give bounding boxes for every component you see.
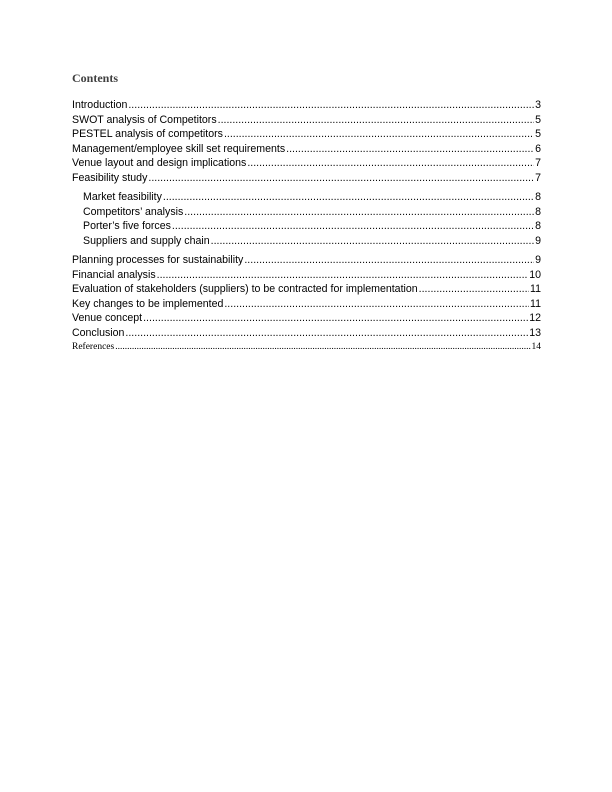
toc-entry-title: Feasibility study [72,171,148,184]
toc-entry-page: 9 [535,254,541,266]
toc-entry-financial-analysis[interactable] [72,269,541,282]
toc-entry-introduction[interactable] [72,99,541,112]
dot-leader [211,235,534,248]
toc-entry-page: 9 [535,234,541,247]
toc-entry-page: 6 [535,142,541,155]
toc-entry-title: References [72,342,115,352]
toc-entry-skill-set[interactable] [72,143,541,156]
toc-entry-title: PESTEL analysis of competitors [72,128,223,140]
dot-leader [115,341,530,354]
toc-entry-title: Suppliers and supply chain [83,234,210,247]
toc-entry-page: 12 [529,312,541,324]
toc-entry-page: 10 [529,268,541,281]
toc-entry-page: 5 [535,128,541,140]
toc-entry-swot[interactable] [72,114,541,127]
toc-entry-title: Venue concept [72,312,143,324]
toc-entry-title: Porter’s five forces [83,220,171,232]
dot-leader [218,114,534,127]
dot-leader [244,254,534,267]
toc-entry-title: Competitors’ analysis [83,205,184,218]
toc-entry-title: Introduction [72,99,128,111]
toc-entry-conclusion[interactable] [72,327,541,340]
dot-leader [172,220,534,233]
dot-leader [157,269,529,282]
toc-entry-key-changes[interactable] [72,298,541,311]
dot-leader [419,283,529,296]
dot-leader [148,172,534,185]
dot-leader [247,157,534,170]
dot-leader [143,312,528,325]
toc-entry-title: Key changes to be implemented [72,297,224,310]
toc-entry-pestel[interactable] [72,128,541,141]
toc-heading: Contents [72,71,119,85]
dot-leader [184,206,534,219]
toc-entry-suppliers[interactable] [83,235,541,248]
toc-entry-title: SWOT analysis of Competitors [72,113,217,126]
dot-leader [125,327,528,340]
dot-leader [224,298,529,311]
toc-entry-page: 7 [535,171,541,184]
toc-entry-page: 11 [530,297,541,310]
toc-entry-stakeholders[interactable] [72,283,541,296]
toc-entry-porters-five-forces[interactable] [83,220,541,233]
toc-entry-sustainability[interactable] [72,254,541,267]
toc-entry-page: 8 [535,191,541,203]
toc-entry-title: Conclusion [72,326,125,339]
toc-entry-page: 8 [535,205,541,218]
dot-leader [224,128,534,141]
toc-entry-competitors-analysis[interactable] [83,206,541,219]
dot-leader [286,143,534,156]
toc-entry-market-feasibility[interactable] [83,191,541,204]
toc-entry-title: Financial analysis [72,268,156,281]
toc-entry-page: 14 [531,342,541,352]
dot-leader [163,191,534,204]
toc-entry-references[interactable] [72,341,541,354]
toc-entry-page: 11 [530,283,541,295]
toc-entry-page: 5 [535,113,541,126]
toc-entry-venue-concept[interactable] [72,312,541,325]
toc-entry-title: Management/employee skill set requirements [72,142,286,155]
toc-entry-title: Evaluation of stakeholders (suppliers) to be contracted for implementation [72,283,418,295]
toc-entry-page: 8 [535,220,541,232]
toc-entry-title: Market feasibility [83,191,162,203]
toc-entry-venue-layout[interactable] [72,157,541,170]
toc-entry-title: Planning processes for sustainability [72,254,244,266]
toc-entry-page: 7 [535,157,541,169]
toc-entry-feasibility-study[interactable] [72,172,541,185]
dot-leader [128,99,534,112]
toc-entry-page: 3 [535,99,541,111]
toc-entry-title: Venue layout and design implications [72,157,247,169]
toc-entry-page: 13 [529,326,541,339]
